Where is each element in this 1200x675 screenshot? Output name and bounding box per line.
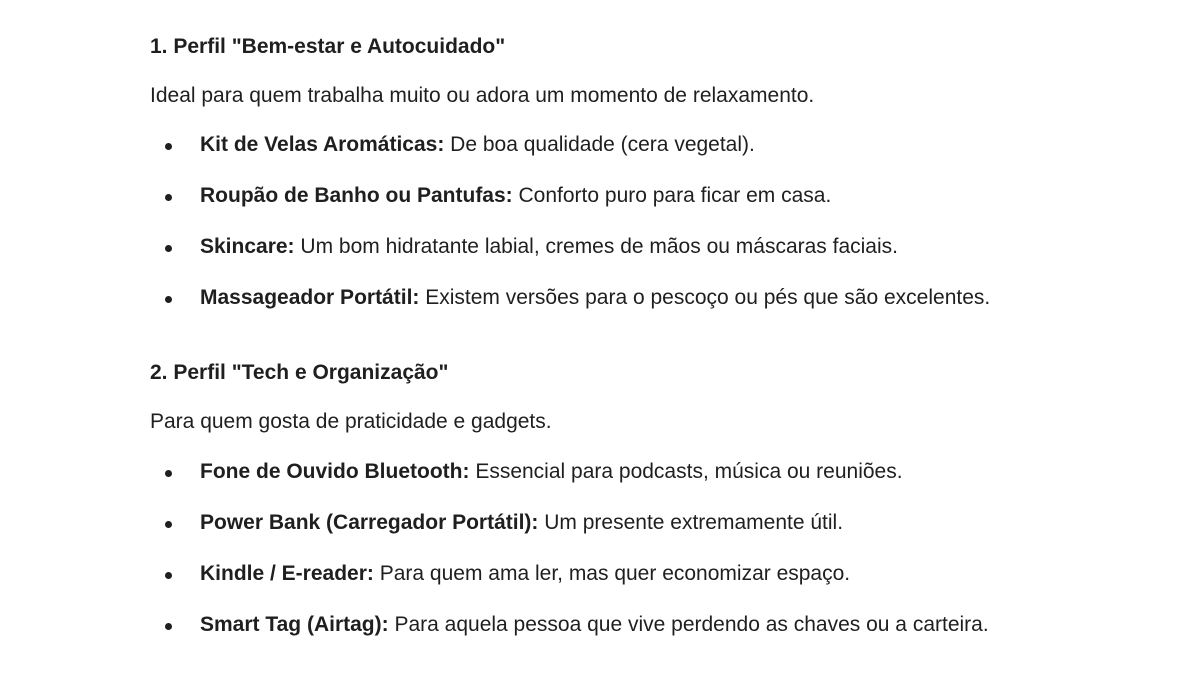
list-item-title: Fone de Ouvido Bluetooth: bbox=[200, 460, 470, 483]
bullet-icon bbox=[165, 623, 172, 630]
bullet-icon bbox=[165, 470, 172, 477]
list-item-detail: Um bom hidratante labial, cremes de mãos ou máscaras faciais. bbox=[294, 235, 898, 258]
list-item bbox=[150, 284, 1110, 312]
bullet-icon bbox=[165, 194, 172, 201]
list-item bbox=[150, 611, 1110, 639]
bullet-icon bbox=[165, 143, 172, 150]
list-item bbox=[150, 131, 1110, 159]
list-item-text bbox=[200, 458, 903, 486]
list-item bbox=[150, 458, 1110, 486]
list-item-text bbox=[200, 233, 898, 261]
list-item-title: Roupão de Banho ou Pantufas: bbox=[200, 184, 513, 207]
list-item-title: Kindle / E-reader: bbox=[200, 562, 374, 585]
bullet-icon bbox=[165, 572, 172, 579]
list-item-title: Power Bank (Carregador Portátil): bbox=[200, 511, 539, 534]
list-item-text bbox=[200, 560, 850, 588]
list-item-title: Skincare: bbox=[200, 235, 295, 258]
list-item-text bbox=[200, 131, 755, 159]
list-item-detail: Conforto puro para ficar em casa. bbox=[512, 184, 832, 207]
bullet-icon bbox=[165, 296, 172, 303]
section-description: Para quem gosta de praticidade e gadgets. bbox=[150, 410, 552, 433]
section-title: 1. Perfil "Bem-estar e Autocuidado" bbox=[150, 35, 506, 58]
list-item-detail: Para quem ama ler, mas quer economizar espaço. bbox=[373, 562, 851, 585]
section-description: Ideal para quem trabalha muito ou adora um momento de relaxamento. bbox=[150, 84, 815, 107]
list-item-text bbox=[200, 611, 989, 639]
bullet-icon bbox=[165, 521, 172, 528]
list-item-text bbox=[200, 284, 990, 312]
list-item bbox=[150, 560, 1110, 588]
list-item-title: Smart Tag (Airtag): bbox=[200, 613, 389, 636]
bullet-icon bbox=[165, 245, 172, 252]
list-item-detail: De boa qualidade (cera vegetal). bbox=[444, 133, 755, 156]
list-item-detail: Existem versões para o pescoço ou pés que são excelentes. bbox=[419, 286, 991, 309]
list-item-text bbox=[200, 182, 831, 210]
list-item-text bbox=[200, 509, 843, 537]
list-item bbox=[150, 509, 1110, 537]
list-item bbox=[150, 182, 1110, 210]
list-item-title: Kit de Velas Aromáticas: bbox=[200, 133, 445, 156]
list-item-detail: Um presente extremamente útil. bbox=[538, 511, 844, 534]
list-item-title: Massageador Portátil: bbox=[200, 286, 420, 309]
list-item bbox=[150, 233, 1110, 261]
section-title: 2. Perfil "Tech e Organização" bbox=[150, 361, 449, 384]
list-item-detail: Para aquela pessoa que vive perdendo as chaves ou a carteira. bbox=[388, 613, 989, 636]
list-item-detail: Essencial para podcasts, música ou reuniões. bbox=[469, 460, 903, 483]
